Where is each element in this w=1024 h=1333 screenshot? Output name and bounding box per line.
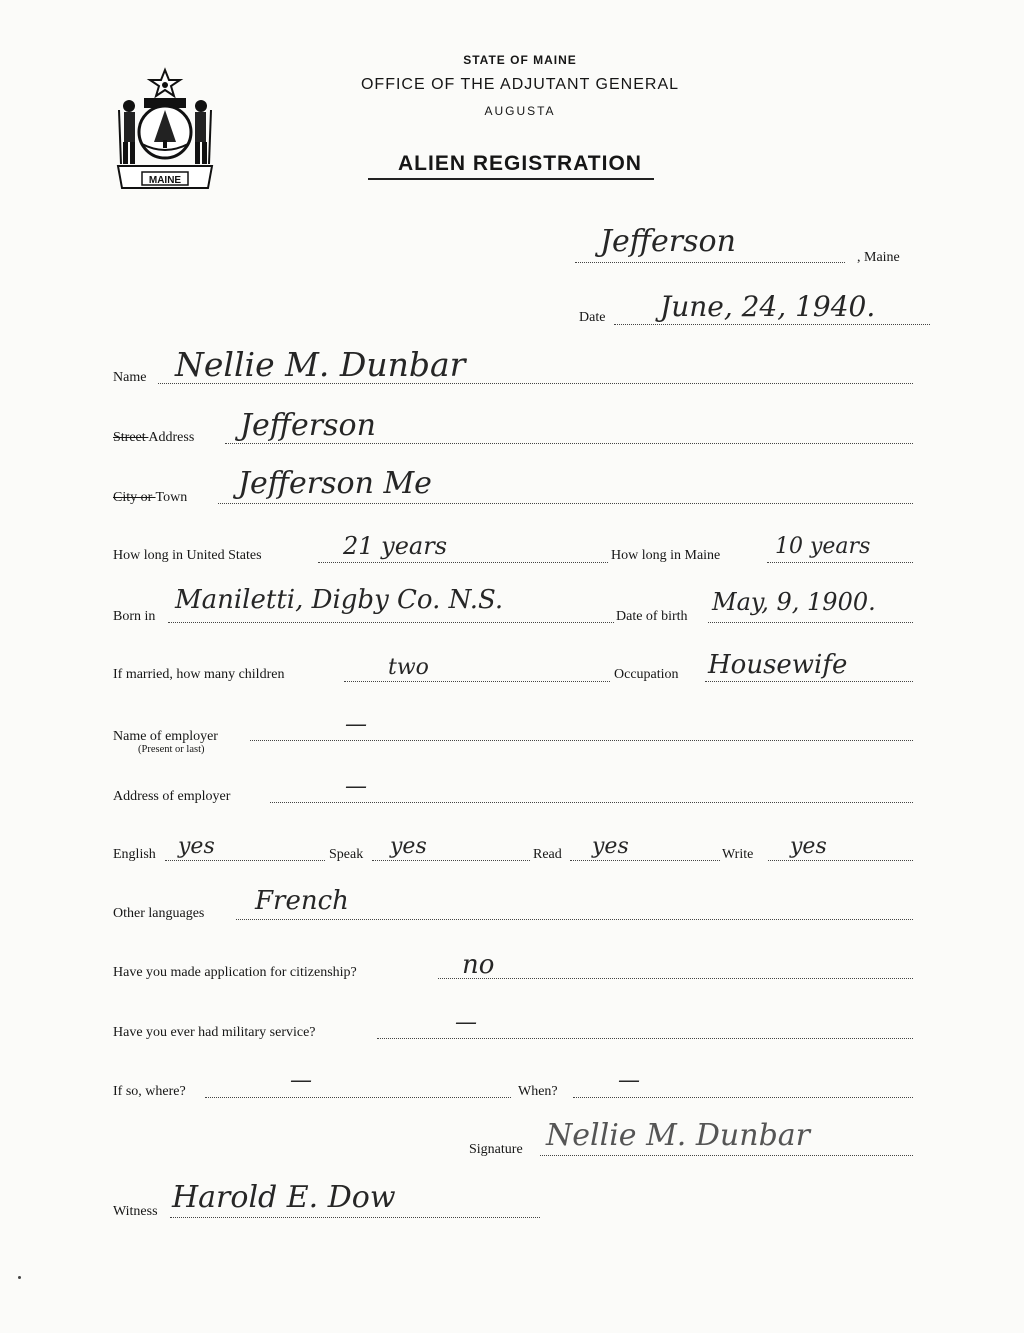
- military-label: Have you ever had military service?: [113, 1025, 316, 1040]
- military-value: —: [455, 1010, 477, 1035]
- how-long-maine-label: How long in Maine: [611, 548, 721, 563]
- children-value: two: [388, 655, 429, 680]
- read-label: Read: [533, 847, 562, 862]
- speak-value: yes: [390, 834, 427, 859]
- employer-address-label: Address of employer: [113, 789, 231, 804]
- where-label: If so, where?: [113, 1084, 186, 1099]
- other-languages-line: [236, 919, 913, 920]
- date-value: June, 24, 1940.: [660, 290, 876, 323]
- town-label-text: Town: [155, 490, 188, 505]
- town-line: [218, 503, 913, 504]
- name-value: Nellie M. Dunbar: [175, 345, 466, 384]
- witness-label: Witness: [113, 1204, 158, 1219]
- when-value: —: [618, 1068, 640, 1093]
- english-value: yes: [178, 834, 215, 859]
- date-label: Date: [579, 310, 606, 325]
- english-line: [165, 860, 325, 861]
- town-value: Jefferson Me: [238, 466, 432, 501]
- speak-line: [372, 860, 530, 861]
- employer-note: (Present or last): [138, 744, 205, 755]
- other-languages-value: French: [255, 886, 349, 916]
- paper-speck: [18, 1276, 21, 1279]
- how-long-maine-value: 10 years: [775, 534, 871, 559]
- address-line: [225, 443, 913, 444]
- how-long-us-line: [318, 562, 608, 563]
- occupation-line: [705, 681, 913, 682]
- town-header-line: [575, 262, 845, 263]
- date-of-birth-label: Date of birth: [616, 609, 688, 624]
- city-struck-text: City or: [113, 490, 156, 505]
- how-long-maine-line: [767, 562, 913, 563]
- name-label: Name: [113, 370, 147, 385]
- children-line: [344, 681, 610, 682]
- signature-line: [540, 1155, 913, 1156]
- born-in-line: [168, 622, 614, 623]
- employer-address-value: —: [345, 774, 367, 799]
- state-heading: STATE OF MAINE: [463, 53, 577, 67]
- witness-value: Harold E. Dow: [172, 1180, 396, 1215]
- address-value: Jefferson: [240, 408, 376, 443]
- address-label-text: Address: [148, 430, 195, 445]
- citizenship-line: [438, 978, 913, 979]
- write-label: Write: [722, 847, 754, 862]
- how-long-us-label: How long in United States: [113, 548, 262, 563]
- english-label: English: [113, 847, 156, 862]
- when-label: When?: [518, 1084, 558, 1099]
- signature-value: Nellie M. Dunbar: [546, 1118, 810, 1153]
- signature-label: Signature: [469, 1142, 523, 1157]
- born-in-value: Maniletti, Digby Co. N.S.: [175, 585, 504, 615]
- employer-name-label: Name of employer: [113, 729, 218, 744]
- occupation-value: Housewife: [708, 650, 848, 680]
- town-header-value: Jefferson: [600, 224, 736, 259]
- employer-name-line: [250, 740, 913, 741]
- seal-text: MAINE: [148, 175, 182, 186]
- date-of-birth-value: May, 9, 1900.: [712, 588, 876, 616]
- occupation-label: Occupation: [614, 667, 679, 682]
- citizenship-value: no: [462, 950, 495, 980]
- children-label: If married, how many children: [113, 667, 285, 682]
- where-line: [205, 1097, 511, 1098]
- read-value: yes: [592, 834, 629, 859]
- date-of-birth-line: [708, 622, 913, 623]
- witness-line: [170, 1217, 540, 1218]
- military-line: [377, 1038, 913, 1039]
- how-long-us-value: 21 years: [343, 532, 448, 560]
- speak-label: Speak: [329, 847, 364, 862]
- write-line: [768, 860, 913, 861]
- employer-name-value: —: [345, 712, 367, 737]
- city-heading: AUGUSTA: [484, 104, 556, 118]
- when-line: [573, 1097, 913, 1098]
- maine-label: , Maine: [857, 250, 900, 265]
- employer-address-line: [270, 802, 913, 803]
- form-title: ALIEN REGISTRATION: [398, 152, 642, 175]
- where-value: —: [290, 1068, 312, 1093]
- read-line: [570, 860, 720, 861]
- citizenship-label: Have you made application for citizenship?: [113, 965, 357, 980]
- office-heading: OFFICE OF THE ADJUTANT GENERAL: [360, 76, 680, 93]
- other-languages-label: Other languages: [113, 906, 205, 921]
- address-label: [113, 430, 194, 446]
- born-in-label: Born in: [113, 609, 156, 624]
- street-struck-text: Street: [113, 430, 149, 445]
- write-value: yes: [790, 834, 827, 859]
- title-underline: [368, 178, 654, 180]
- date-line: [614, 324, 930, 325]
- town-label: [113, 490, 187, 506]
